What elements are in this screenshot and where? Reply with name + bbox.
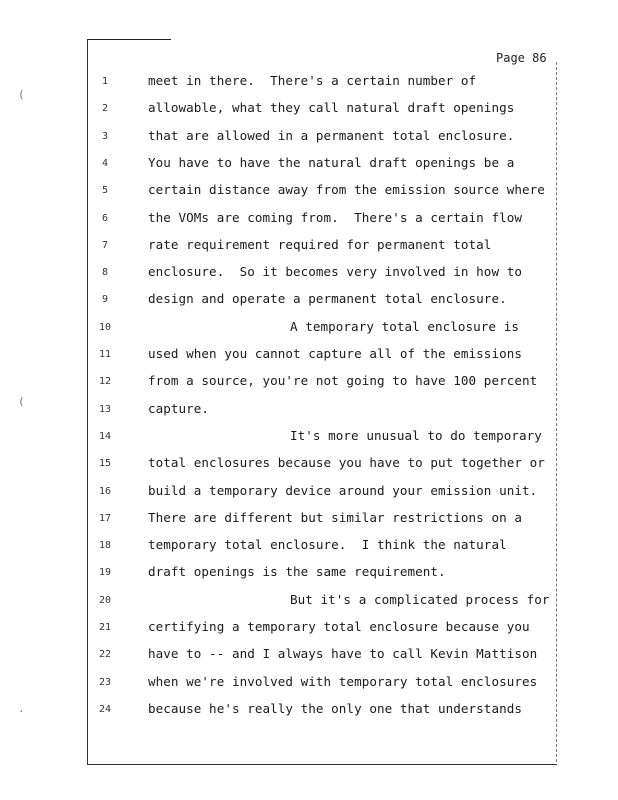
line-text: build a temporary device around your emission unit. — [148, 482, 538, 498]
transcript-line — [0, 536, 618, 556]
footer-text — [104, 757, 548, 767]
line-text: But it's a complicated process for — [290, 591, 550, 607]
line-text: draft openings is the same requirement. — [148, 564, 446, 580]
margin-mark: · — [18, 705, 25, 718]
transcript-line — [0, 400, 618, 420]
line-number: 6 — [101, 212, 109, 224]
line-text: have to -- and I always have to call Kevin Mattison — [148, 646, 538, 662]
line-text: that are allowed in a permanent total enclosure. — [148, 127, 515, 143]
line-number: 8 — [101, 267, 109, 279]
line-number: 1 — [101, 76, 109, 87]
line-number: 2 — [101, 103, 109, 115]
transcript-line — [0, 645, 618, 665]
line-text: enclosure. So it becomes very involved in how to — [148, 264, 522, 280]
line-number: 3 — [101, 130, 109, 142]
transcript-line — [0, 127, 618, 147]
transcript-line — [0, 454, 618, 474]
line-text: when we're involved with temporary total enclosures — [148, 673, 538, 689]
line-number: 18 — [98, 540, 112, 552]
line-text: It's more unusual to do temporary — [290, 427, 542, 443]
transcript-line — [0, 673, 618, 693]
transcript-line — [0, 482, 618, 502]
line-number: 12 — [98, 376, 112, 388]
line-text: certain distance away from the emission source where — [148, 182, 545, 198]
line-number: 7 — [101, 239, 109, 251]
transcript-line — [0, 99, 618, 119]
transcript-line — [0, 236, 618, 256]
line-text: There are different but similar restrictions on a — [148, 509, 522, 525]
line-text: from a source, you're not going to have 100 percent — [148, 373, 538, 389]
line-text: the VOMs are coming from. There's a certain flow — [148, 209, 522, 225]
transcript-line — [0, 290, 618, 310]
line-number: 17 — [98, 512, 112, 524]
transcript-line — [0, 563, 618, 583]
line-number: 21 — [98, 622, 112, 633]
line-number: 16 — [98, 485, 112, 497]
line-number: 13 — [98, 403, 112, 415]
line-number: 15 — [98, 458, 112, 470]
line-number: 24 — [98, 703, 112, 715]
line-text: capture. — [148, 400, 210, 416]
line-text: temporary total enclosure. I think the natural — [148, 537, 507, 553]
line-number: 9 — [101, 294, 109, 306]
line-number: 5 — [101, 185, 109, 197]
transcript-line — [0, 345, 618, 365]
line-text: You have to have the natural draft openings be a — [148, 154, 515, 170]
line-text: because he's really the only one that understands — [148, 700, 522, 716]
line-number: 22 — [98, 649, 112, 661]
transcript-line — [0, 154, 618, 174]
line-number: 23 — [98, 676, 112, 688]
line-number: 14 — [98, 430, 112, 442]
transcript-line — [0, 618, 618, 638]
line-text: allowable, what they call natural draft openings — [148, 100, 515, 116]
transcript-line — [0, 700, 618, 720]
line-text: design and operate a permanent total enclosure. — [148, 291, 507, 307]
transcript-line — [0, 181, 618, 201]
line-text: A temporary total enclosure is — [290, 318, 519, 334]
line-text: rate requirement required for permanent total — [148, 236, 492, 252]
line-number: 11 — [98, 349, 112, 360]
transcript-line — [0, 509, 618, 529]
transcript-line — [0, 263, 618, 283]
top-rule — [87, 39, 171, 40]
line-text: used when you cannot capture all of the emissions — [148, 346, 522, 361]
line-number: 10 — [98, 321, 112, 333]
line-text: total enclosures because you have to put together or — [148, 455, 545, 471]
margin-mark: ( — [18, 395, 25, 408]
line-number: 4 — [101, 157, 109, 169]
line-number: 19 — [98, 567, 112, 579]
line-text: meet in there. There's a certain number of — [148, 73, 477, 88]
transcript-line — [0, 372, 618, 392]
transcript-line — [0, 318, 618, 338]
page-number: Page 86 — [496, 51, 547, 65]
line-text: certifying a temporary total enclosure because you — [148, 619, 530, 634]
margin-mark: ( — [18, 88, 25, 101]
transcript-line — [0, 427, 618, 447]
transcript-line — [0, 209, 618, 229]
transcript-line — [0, 72, 618, 92]
transcript-line — [0, 591, 618, 611]
line-number: 20 — [98, 594, 112, 606]
